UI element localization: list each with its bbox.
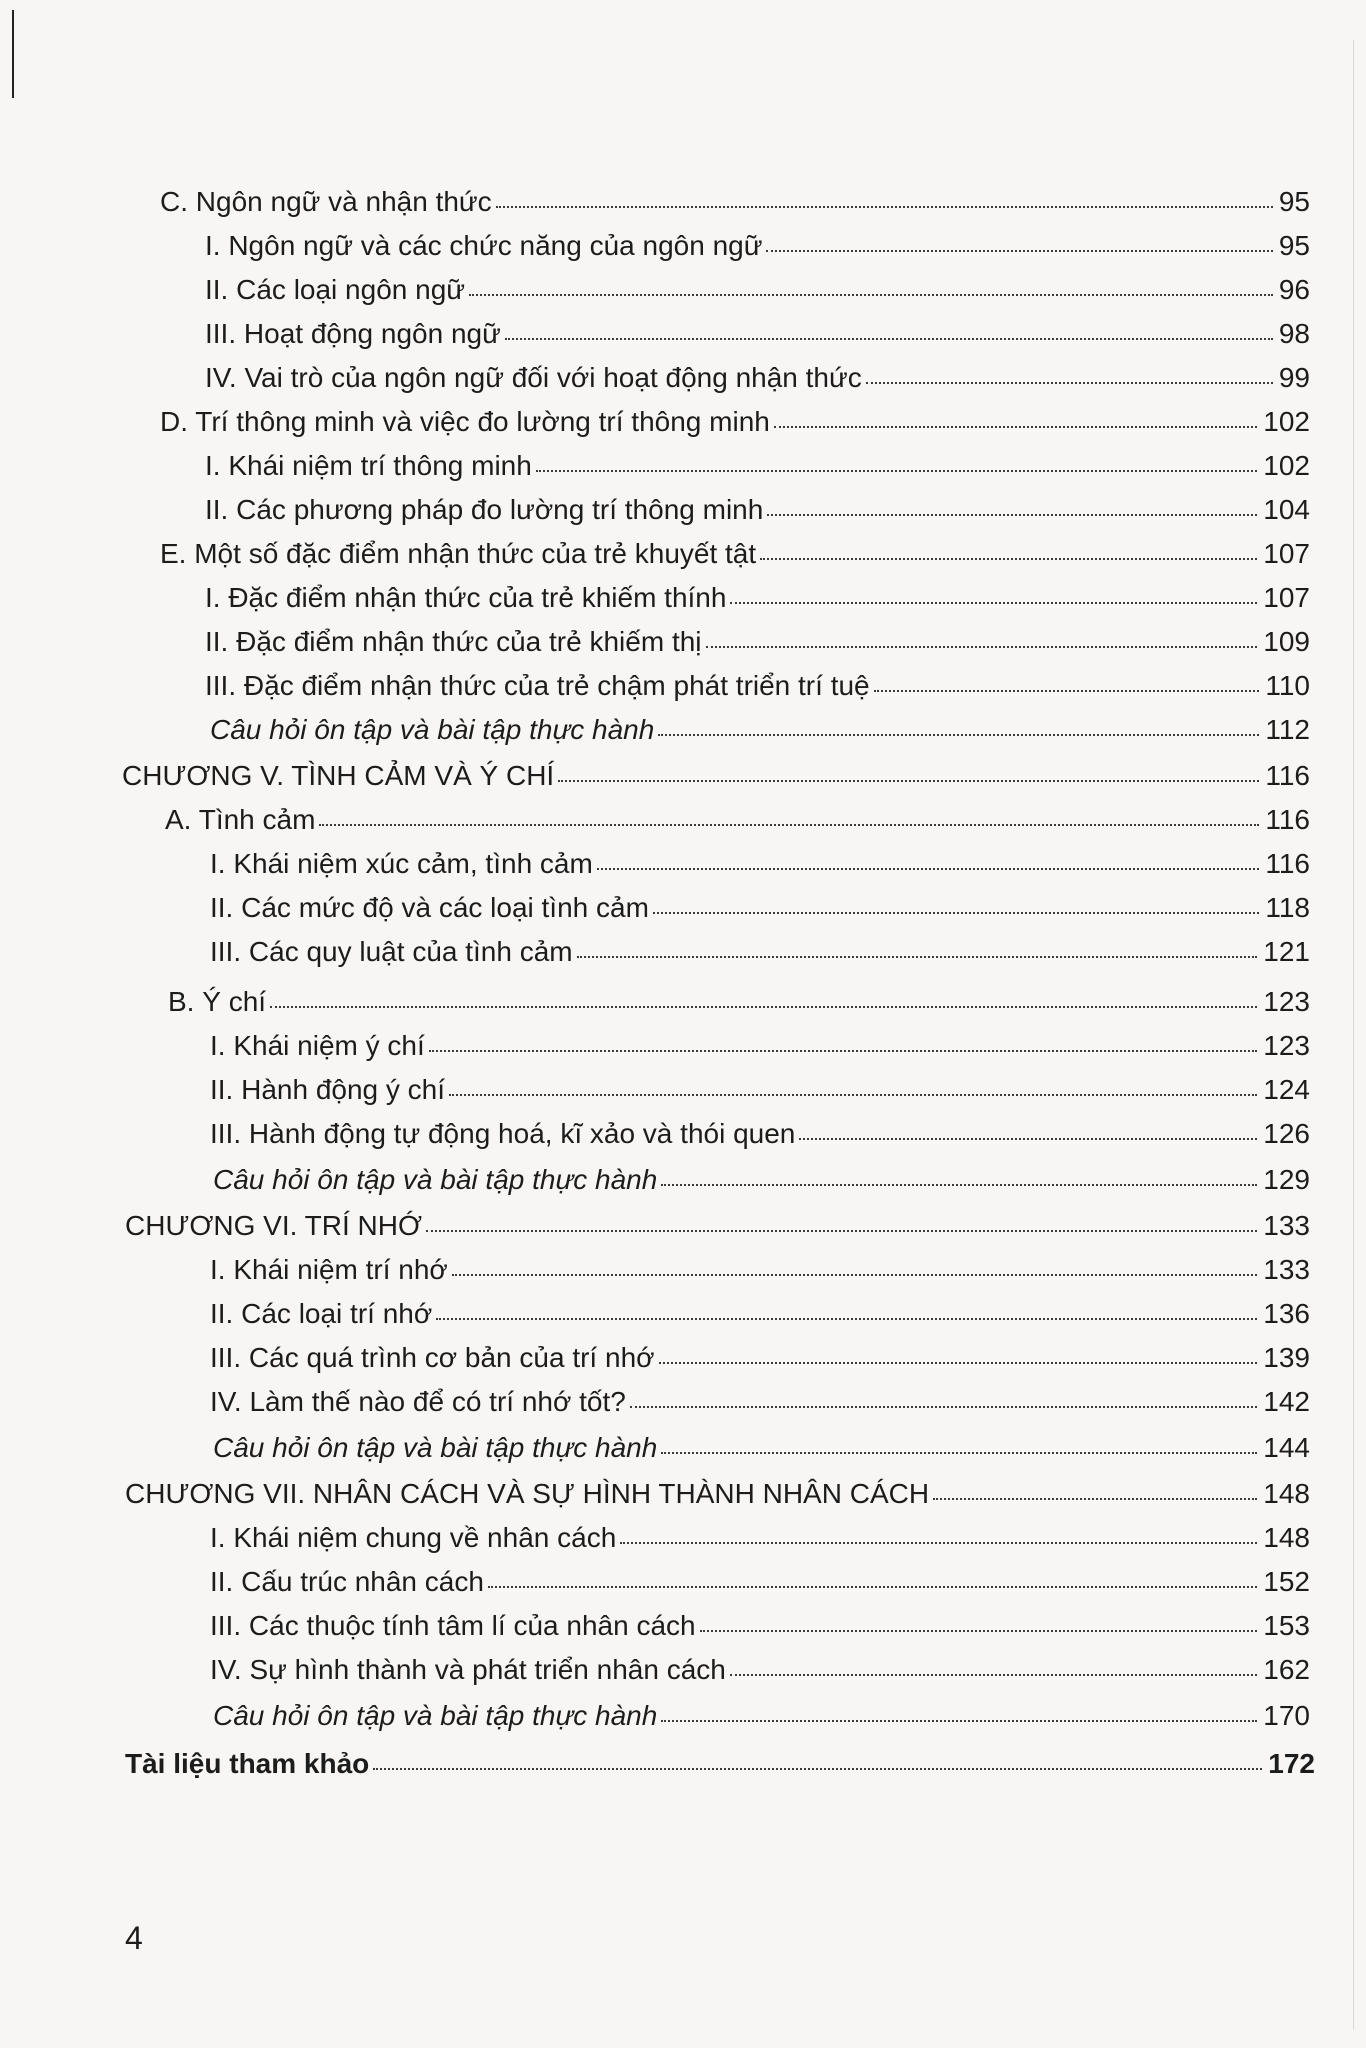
toc-entry-page: 121 <box>1263 936 1310 967</box>
toc-entry-label: I. Khái niệm trí nhớ <box>210 1254 448 1285</box>
dot-leader <box>653 912 1259 914</box>
dot-leader <box>597 868 1260 870</box>
toc-entry-subsection[interactable] <box>205 488 1310 532</box>
dot-leader <box>429 1050 1258 1052</box>
dot-leader <box>730 1674 1257 1676</box>
dot-leader <box>536 470 1257 472</box>
toc-entry-subsection[interactable] <box>210 886 1310 930</box>
toc-entry-label: I. Đặc điểm nhận thức của trẻ khiếm thính <box>205 582 727 613</box>
toc-entry-label: CHƯƠNG VII. NHÂN CÁCH VÀ SỰ HÌNH THÀNH NHÂN CÁCH <box>125 1478 930 1509</box>
toc-entry-review[interactable] <box>210 708 1310 752</box>
toc-entry-page: 124 <box>1263 1074 1310 1105</box>
toc-entry-page: 95 <box>1278 230 1310 261</box>
toc-entry-subsection[interactable] <box>210 1648 1310 1692</box>
dot-leader <box>661 1452 1257 1454</box>
toc-entry-chapter[interactable] <box>122 754 1310 798</box>
toc-entry-section[interactable] <box>160 400 1310 444</box>
toc-entry-page: 95 <box>1278 186 1310 217</box>
dot-leader <box>661 1720 1257 1722</box>
dot-leader <box>469 294 1273 296</box>
toc-entry-label: CHƯƠNG VI. TRÍ NHỚ <box>125 1210 422 1241</box>
dot-leader <box>505 338 1273 340</box>
toc-entry-section[interactable] <box>165 798 1310 842</box>
toc-entry-page: 153 <box>1263 1610 1310 1641</box>
toc-entry-page: 98 <box>1278 318 1310 349</box>
toc-entry-subsection[interactable] <box>210 1112 1310 1156</box>
toc-entry-label: III. Các thuộc tính tâm lí của nhân cách <box>210 1610 696 1641</box>
toc-entry-page: 133 <box>1263 1254 1310 1285</box>
toc-entry-label: IV. Sự hình thành và phát triển nhân cách <box>210 1654 726 1685</box>
toc-entry-subsection[interactable] <box>205 444 1310 488</box>
toc-entry-label: II. Các loại trí nhớ <box>210 1298 433 1329</box>
dot-leader <box>488 1586 1257 1588</box>
toc-entry-label: Câu hỏi ôn tập và bài tập thực hành <box>213 1700 658 1731</box>
toc-entry-page: 116 <box>1265 760 1310 791</box>
toc-entry-page: 107 <box>1263 538 1310 569</box>
toc-entry-label: I. Khái niệm chung về nhân cách <box>210 1522 617 1553</box>
toc-entry-label: B. Ý chí <box>168 986 267 1017</box>
toc-entry-subsection[interactable] <box>210 1516 1310 1560</box>
dot-leader <box>452 1274 1257 1276</box>
toc-entry-page: 144 <box>1263 1432 1310 1463</box>
toc-entry-page: 123 <box>1263 1030 1310 1061</box>
toc-entry-page: 148 <box>1263 1478 1310 1509</box>
toc-entry-subsection[interactable] <box>205 268 1310 312</box>
toc-entry-subsection[interactable] <box>210 1380 1310 1424</box>
dot-leader <box>558 780 1259 782</box>
toc-entry-chapter[interactable] <box>125 1204 1310 1248</box>
toc-entry-subsection[interactable] <box>210 1604 1310 1648</box>
toc-entry-label: II. Các phương pháp đo lường trí thông minh <box>205 494 764 525</box>
toc-entry-page: 102 <box>1263 450 1310 481</box>
toc-entry-label: CHƯƠNG V. TÌNH CẢM VÀ Ý CHÍ <box>122 760 555 791</box>
page-edge-mark <box>12 10 14 98</box>
toc-entry-section[interactable] <box>160 532 1310 576</box>
toc-entry-label: IV. Làm thế nào để có trí nhớ tốt? <box>210 1386 626 1417</box>
toc-entry-label: III. Hoạt động ngôn ngữ <box>205 318 501 349</box>
dot-leader <box>426 1230 1257 1232</box>
toc-entry-page: 116 <box>1265 804 1310 835</box>
toc-entry-label: Tài liệu tham khảo <box>125 1748 370 1779</box>
dot-leader <box>760 558 1257 560</box>
dot-leader <box>933 1498 1257 1500</box>
page-edge-shadow <box>1353 40 1354 2030</box>
toc-entry-label: III. Đặc điểm nhận thức của trẻ chậm phát triển trí tuệ <box>205 670 870 701</box>
toc-entry-subsection[interactable] <box>205 620 1310 664</box>
toc-entry-section[interactable] <box>160 180 1310 224</box>
toc-entry-label: Câu hỏi ôn tập và bài tập thực hành <box>210 714 655 745</box>
toc-entry-subsection[interactable] <box>205 356 1310 400</box>
toc-entry-review[interactable] <box>213 1426 1310 1470</box>
page-number: 4 <box>125 1920 143 1956</box>
toc-entry-subsection[interactable] <box>205 576 1310 620</box>
dot-leader <box>661 1184 1257 1186</box>
toc-entry-subsection[interactable] <box>210 1068 1310 1112</box>
toc-entry-label: A. Tình cảm <box>165 804 316 835</box>
toc-entry-references[interactable] <box>125 1742 1315 1786</box>
toc-entry-subsection[interactable] <box>205 312 1310 356</box>
toc-entry-page: 96 <box>1278 274 1310 305</box>
toc-entry-label: C. Ngôn ngữ và nhận thức <box>160 186 492 217</box>
toc-entry-subsection[interactable] <box>210 842 1310 886</box>
toc-entry-page: 112 <box>1265 714 1310 745</box>
toc-entry-page: 136 <box>1263 1298 1310 1329</box>
toc-entry-page: 109 <box>1263 626 1310 657</box>
dot-leader <box>700 1630 1258 1632</box>
toc-entry-page: 107 <box>1263 582 1310 613</box>
dot-leader <box>659 1362 1258 1364</box>
toc-entry-label: II. Các mức độ và các loại tình cảm <box>210 892 649 923</box>
toc-entry-page: 104 <box>1263 494 1310 525</box>
toc-entry-chapter[interactable] <box>125 1472 1310 1516</box>
dot-leader <box>774 426 1257 428</box>
toc-entry-review[interactable] <box>213 1694 1310 1738</box>
toc-entry-label: I. Ngôn ngữ và các chức năng của ngôn ngữ <box>205 230 763 261</box>
dot-leader <box>496 206 1273 208</box>
toc-entry-subsection[interactable] <box>210 1024 1310 1068</box>
toc-entry-label: D. Trí thông minh và việc đo lường trí thông minh <box>160 406 770 437</box>
toc-entry-label: Câu hỏi ôn tập và bài tập thực hành <box>213 1432 658 1463</box>
dot-leader <box>766 250 1272 252</box>
toc-entry-page: 102 <box>1263 406 1310 437</box>
toc-entry-page: 139 <box>1263 1342 1310 1373</box>
toc-entry-subsection[interactable] <box>210 930 1310 974</box>
toc-entry-subsection[interactable] <box>210 1560 1310 1604</box>
toc-entry-page: 126 <box>1263 1118 1310 1149</box>
toc-entry-page: 133 <box>1263 1210 1310 1241</box>
toc-entry-label: E. Một số đặc điểm nhận thức của trẻ khuyết tật <box>160 538 757 569</box>
dot-leader <box>767 514 1257 516</box>
toc-entry-label: I. Khái niệm trí thông minh <box>205 450 532 481</box>
dot-leader <box>866 382 1273 384</box>
dot-leader <box>658 734 1259 736</box>
toc-entry-page: 170 <box>1263 1700 1310 1731</box>
toc-entry-page: 99 <box>1278 362 1310 393</box>
toc-entry-page: 172 <box>1268 1748 1315 1779</box>
toc-entry-label: III. Các quá trình cơ bản của trí nhớ <box>210 1342 655 1373</box>
toc-entry-review[interactable] <box>213 1158 1310 1202</box>
toc-entry-page: 110 <box>1265 670 1310 701</box>
toc-entry-subsection[interactable] <box>205 224 1310 268</box>
toc-entry-label: I. Khái niệm ý chí <box>210 1030 425 1061</box>
dot-leader <box>319 824 1259 826</box>
toc-entry-label: Câu hỏi ôn tập và bài tập thực hành <box>213 1164 658 1195</box>
toc-entry-section[interactable] <box>168 980 1310 1024</box>
dot-leader <box>373 1768 1262 1770</box>
toc-entry-subsection[interactable] <box>210 1336 1310 1380</box>
toc-entry-page: 152 <box>1263 1566 1310 1597</box>
dot-leader <box>270 1006 1257 1008</box>
toc-entry-label: II. Hành động ý chí <box>210 1074 446 1105</box>
dot-leader <box>620 1542 1257 1544</box>
toc-entry-page: 148 <box>1263 1522 1310 1553</box>
dot-leader <box>449 1094 1257 1096</box>
toc-entry-label: III. Hành động tự động hoá, kĩ xảo và thói quen <box>210 1118 796 1149</box>
toc-entry-label: II. Đặc điểm nhận thức của trẻ khiếm thị <box>205 626 702 657</box>
toc-entry-subsection[interactable] <box>210 1248 1310 1292</box>
dot-leader <box>630 1406 1257 1408</box>
toc-entry-subsection[interactable] <box>210 1292 1310 1336</box>
dot-leader <box>874 690 1260 692</box>
toc-entry-label: I. Khái niệm xúc cảm, tình cảm <box>210 848 593 879</box>
toc-entry-page: 129 <box>1263 1164 1310 1195</box>
dot-leader <box>436 1318 1257 1320</box>
dot-leader <box>706 646 1258 648</box>
toc-entry-label: II. Các loại ngôn ngữ <box>205 274 466 305</box>
toc-entry-subsection[interactable] <box>205 664 1310 708</box>
toc-entry-label: II. Cấu trúc nhân cách <box>210 1566 484 1597</box>
toc-entry-label: III. Các quy luật của tình cảm <box>210 936 573 967</box>
dot-leader <box>730 602 1257 604</box>
toc-entry-page: 118 <box>1265 892 1310 923</box>
toc-entry-page: 142 <box>1263 1386 1310 1417</box>
toc-entry-page: 123 <box>1263 986 1310 1017</box>
toc-entry-page: 116 <box>1265 848 1310 879</box>
dot-leader <box>799 1138 1257 1140</box>
dot-leader <box>577 956 1258 958</box>
toc-entry-label: IV. Vai trò của ngôn ngữ đối với hoạt động nhận thức <box>205 362 862 393</box>
toc-entry-page: 162 <box>1263 1654 1310 1685</box>
